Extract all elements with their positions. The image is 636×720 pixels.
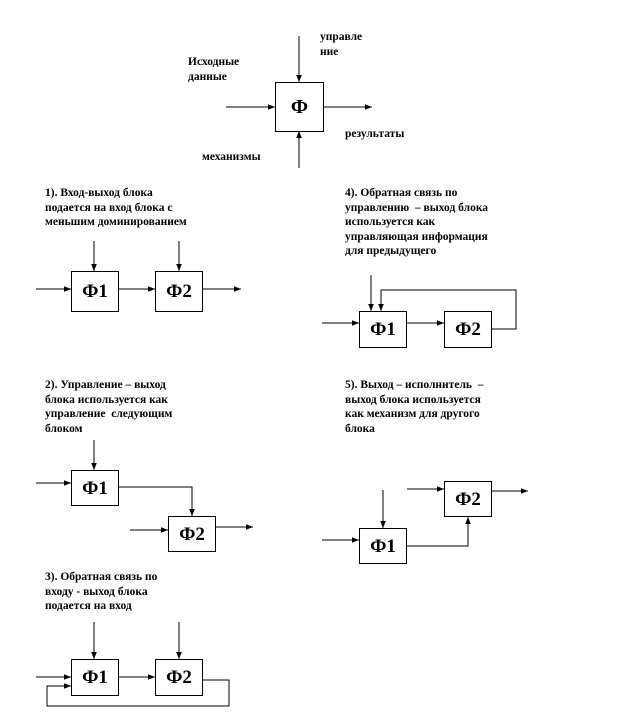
section-1-block-f2: Ф2 — [155, 271, 203, 312]
s2-output-to-control-line — [119, 487, 192, 516]
main-control-label: управле ние — [320, 31, 363, 58]
main-block: Ф — [275, 82, 324, 132]
section-5-block-f2: Ф2 — [444, 481, 492, 517]
section-4-block-f1: Ф1 — [359, 311, 407, 348]
main-input-label: Исходные данные — [188, 56, 240, 83]
section-3-caption: 3). Обратная связь по входу - выход блока подается на вход — [45, 571, 158, 612]
section-4-block-f2: Ф2 — [444, 311, 492, 348]
section-4-caption: 4). Обратная связь по управлению – выход блока используется как управляющая информация для предыдущего — [345, 187, 489, 257]
main-output-label: результаты — [345, 128, 405, 140]
section-2-block-f2: Ф2 — [168, 516, 216, 552]
section-3-block-f2: Ф2 — [155, 659, 203, 696]
section-1-caption: 1). Вход-выход блока подается на вход блока с меньшим доминированием — [45, 187, 187, 228]
section-2-caption: 2). Управление – выход блока используется как управление следующим блоком — [45, 379, 173, 435]
s5-output-to-mechanism-line — [407, 517, 468, 546]
section-2-block-f1: Ф1 — [71, 470, 119, 506]
main-mechanism-label: механизмы — [202, 151, 261, 163]
section-5-block-f1: Ф1 — [359, 528, 407, 564]
section-3-block-f1: Ф1 — [71, 659, 119, 696]
section-1-block-f1: Ф1 — [71, 271, 119, 312]
section-5-caption: 5). Выход – исполнитель – выход блока используется как механизм для другого блока — [345, 379, 484, 435]
